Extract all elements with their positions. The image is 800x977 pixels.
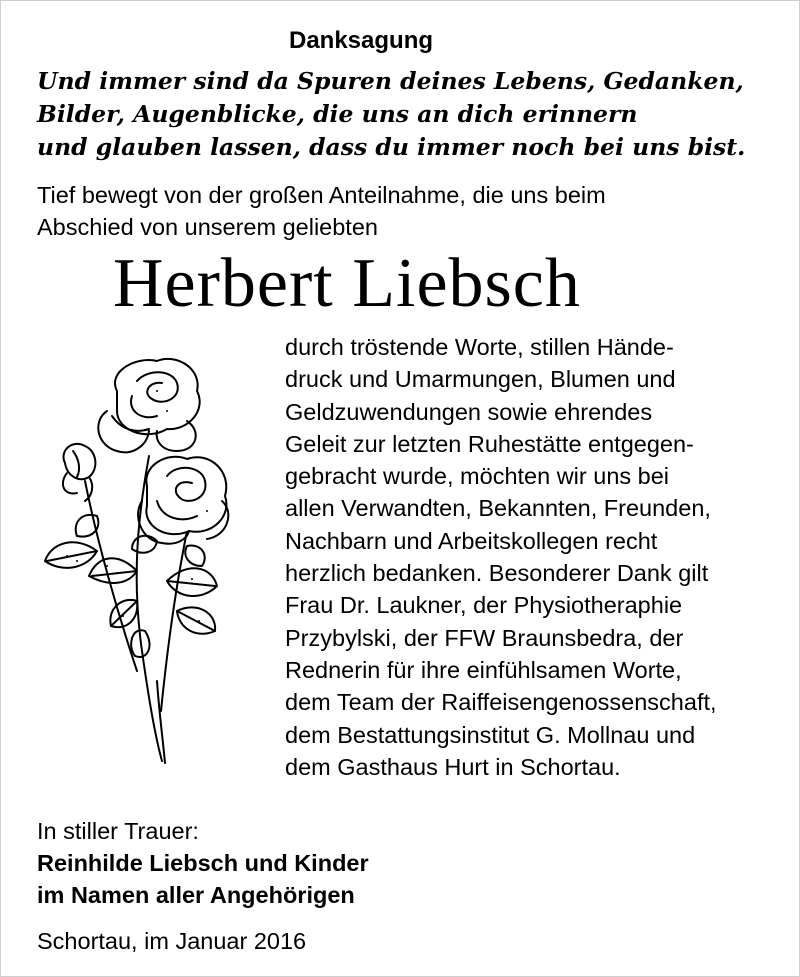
- rose-icon: [37, 351, 247, 776]
- body-line: dem Gasthaus Hurt in Schortau.: [285, 753, 621, 780]
- signatory-relation: im Namen aller Angehörigen: [37, 882, 355, 908]
- body-line: Nachbarn und Arbeitskollegen recht: [285, 527, 658, 554]
- intro-line: Abschied von unserem geliebten: [37, 214, 378, 240]
- signature-block: [37, 815, 637, 911]
- body-line: allen Verwandten, Bekannten, Freunden,: [285, 495, 711, 522]
- place-date: Schortau, im Januar 2016: [37, 928, 307, 954]
- body-line: gebracht wurde, möchten wir uns bei: [285, 463, 670, 490]
- motto-line: und glauben lassen, dass du immer noch bei uns bist.: [37, 133, 746, 161]
- body-line: Geldzuwendungen sowie ehrendes: [285, 398, 653, 425]
- body-line: durch tröstende Worte, stillen Hände-: [285, 334, 674, 360]
- deceased-name: Herbert Liebsch: [113, 245, 581, 322]
- body-line: Rednerin für ihre einfühlsamen Worte,: [285, 656, 682, 683]
- body-line: dem Bestattungsinstitut G. Mollnau und: [285, 721, 696, 748]
- intro-text: [37, 179, 777, 243]
- mourning-label: In stiller Trauer:: [37, 818, 199, 844]
- body-line: dem Team der Raiffeisengenossenschaft,: [285, 689, 717, 716]
- body-line: Przybylski, der FFW Braunsbedra, der: [285, 624, 684, 651]
- thanks-body: [285, 331, 785, 783]
- motto-line: Bilder, Augenblicke, die uns an dich erinnern: [37, 100, 638, 128]
- motto-line: Und immer sind da Spuren deines Lebens, Gedanken,: [37, 67, 744, 95]
- intro-line: Tief bewegt von der großen Anteilnahme, die uns beim: [37, 182, 606, 208]
- heading: Danksagung: [288, 27, 434, 54]
- body-line: herzlich bedanken. Besonderer Dank gilt: [285, 560, 709, 587]
- body-line: Frau Dr. Laukner, der Physiotheraphie: [285, 592, 683, 619]
- body-line: druck und Umarmungen, Blumen und: [285, 366, 676, 393]
- motto-quote: [37, 65, 777, 164]
- signatory-name: Reinhilde Liebsch und Kinder: [37, 850, 369, 876]
- body-line: Geleit zur letzten Ruhestätte entgegen-: [285, 430, 694, 457]
